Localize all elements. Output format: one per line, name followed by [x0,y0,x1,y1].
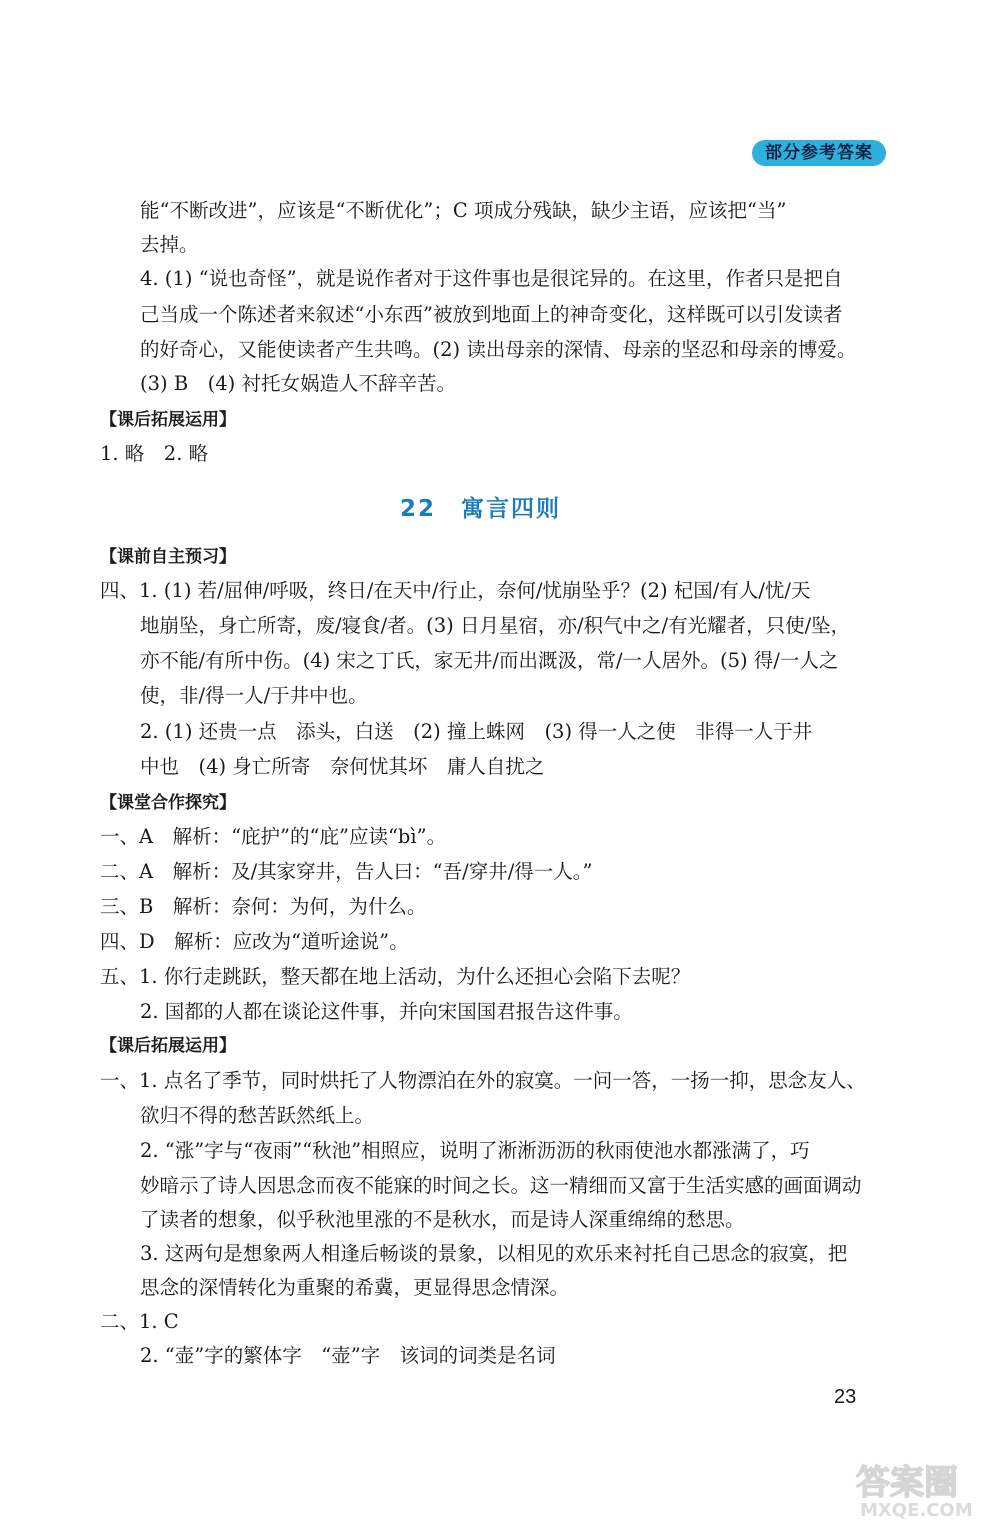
section-heading: 【课堂合作探究】 [100,793,236,813]
text-line: 二、A 解析：及/其家穿井，告人曰：“吾/穿井/得一人。” [100,860,593,883]
watermark-logo [852,1458,988,1520]
text-line: 使，非/得一人/于井中也。 [140,684,368,707]
text-line: 三、B 解析：奈何：为何，为什么。 [100,895,427,918]
text-line: 2. “壶”字的繁体字 “壶”字 该词的词类是名词 [140,1344,556,1367]
text-line: 一、A 解析：“庇护”的“庇”应读“bì”。 [100,825,447,848]
text-line: 欲归不得的愁苦跃然纸上。 [140,1104,375,1127]
text-line: 中也 (4) 身亡所寄 奈何忧其坏 庸人自扰之 [140,755,545,778]
text-line: 2. “涨”字与“夜雨”“秋池”相照应，说明了淅淅沥沥的秋雨使池水都涨满了，巧 [140,1139,810,1162]
text-line: 去掉。 [140,233,199,256]
text-line: (3) B (4) 衬托女娲造人不辞辛苦。 [140,372,456,395]
text-line: 地崩坠，身亡所寄，废/寝食/者。(3) 日月星宿，亦/积气中之/有光耀者，只使/坠， [140,614,851,637]
text-line: 思念的深情转化为重聚的希冀，更显得思念情深。 [140,1276,570,1299]
text-line: 亦不能/有所中伤。(4) 宋之丁氏，家无井/而出溉汲，常/一人居外。(5) 得/一人之 [140,649,839,672]
text-line: 能“不断改进”，应该是“不断优化”；C 项成分残缺，缺少主语，应该把“当” [140,199,787,222]
page-number: 23 [834,1386,857,1408]
watermark-text: 答案圈 [856,1463,958,1503]
text-line: 1. 略 2. 略 [100,442,209,465]
text-line: 的好奇心，又能使读者产生共鸣。(2) 读出母亲的深情、母亲的坚忍和母亲的博爱。 [140,338,857,361]
section-heading: 【课前自主预习】 [100,547,236,567]
lesson-title: 22 寓言四则 [400,496,562,522]
section-heading: 【课后拓展运用】 [100,410,236,430]
text-line: 一、1. 点名了季节，同时烘托了人物漂泊在外的寂寞。一问一答，一扬一抑，思念友人、 [100,1069,866,1092]
text-line: 4. (1) “说也奇怪”，就是说作者对于这件事也是很诧异的。在这里，作者只是把自 [140,267,843,290]
text-line: 四、1. (1) 若/屈伸/呼吸，终日/在天中/行止，奈何/忧崩坠乎？(2) 杞国/有人/忧/天 [100,579,811,602]
text-line: 3. 这两句是想象两人相逢后畅谈的景象，以相见的欢乐来衬托自己思念的寂寞，把 [140,1242,848,1265]
text-line: 己当成一个陈述者来叙述“小东西”被放到地面上的神奇变化，这样既可以引发读者 [140,303,843,326]
section-heading: 【课后拓展运用】 [100,1036,236,1056]
watermark-subtext: MXQE.COM [860,1500,973,1520]
text-line: 四、D 解析：应改为“道听途说”。 [100,930,409,953]
text-line: 2. 国都的人都在谈论这件事，并向宋国国君报告这件事。 [140,1000,633,1023]
section-badge: 部分参考答案 [752,140,886,166]
text-line: 五、1. 你行走跳跃，整天都在地上活动，为什么还担心会陷下去呢？ [100,965,691,988]
text-line: 2. (1) 还贵一点 添头，白送 (2) 撞上蛛网 (3) 得一人之使 非得一人于井 [140,720,813,743]
text-line: 妙暗示了诗人因思念而夜不能寐的时间之长。这一精细而又富于生活实感的画面调动 [140,1174,862,1197]
text-line: 二、1. C [100,1310,179,1333]
text-line: 了读者的想象，似乎秋池里涨的不是秋水，而是诗人深重绵绵的愁思。 [140,1208,745,1231]
